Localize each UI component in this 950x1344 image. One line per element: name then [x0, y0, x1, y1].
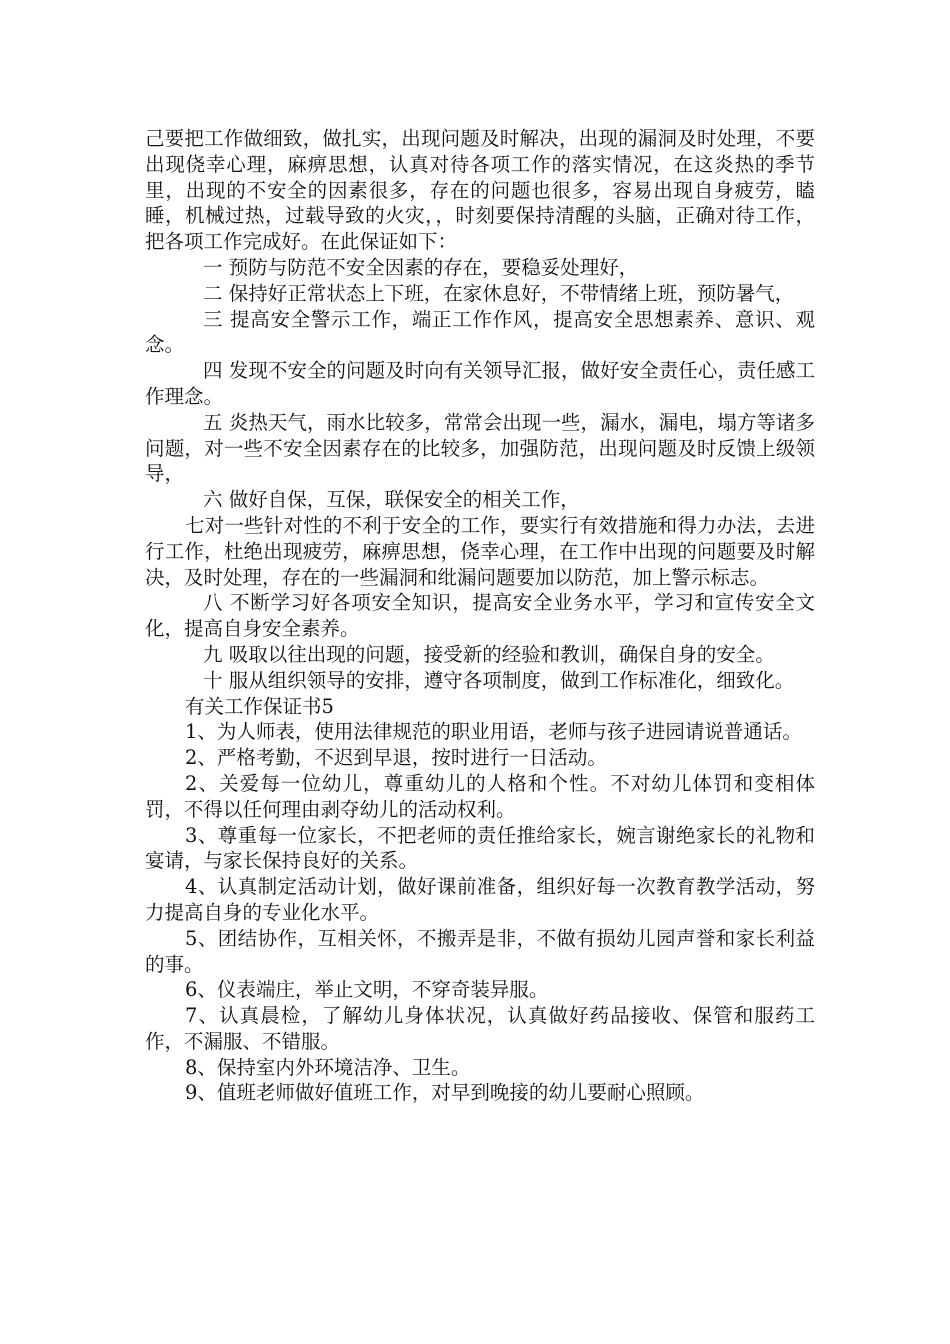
paragraph-item-2: 二 保持好正常状态上下班，在家休息好，不带情绪上班，预防暑气， — [203, 281, 795, 305]
paragraph-rule-9: 9、值班老师做好值班工作，对早到晚接的幼儿要耐心照顾。 — [185, 1081, 705, 1105]
paragraph-rule-5: 5、团结协作，互相关怀，不搬弄是非，不做有损幼儿园声誉和家长利益的事。 — [145, 926, 815, 976]
paragraph-rule-6: 6、仪表端庄，举止文明，不穿奇装异服。 — [185, 978, 549, 1002]
paragraph-item-6: 六 做好自保，互保，联保安全的相关工作， — [203, 488, 580, 512]
paragraph-item-5: 五 炎热天气，雨水比较多，常常会出现一些，漏水，漏电，塌方等诸多问题，对一些不安全因素存在的比较多，加强防范，出现问题及时反馈上级领导， — [145, 410, 815, 486]
paragraph-intro: 己要把工作做细致，做扎实，出现问题及时解决，出现的漏洞及时处理，不要出现侥幸心理，麻痹思想，认真对待各项工作的落实情况，在这炎热的季节里，出现的不安全的因素很多，存在的问题也很多，容易出现自身疲劳，瞌睡，机械过热，过载导致的火灾，，时刻要保持清醒的头脑，正确对待工作，把各项工作完成好。在此保证如下： — [145, 127, 815, 254]
paragraph-rule-4: 4、认真制定活动计划，做好课前准备，组织好每一次教育教学活动，努力提高自身的专业化水平。 — [145, 875, 815, 924]
document-body — [145, 126, 815, 1106]
paragraph-item-10: 十 服从组织领导的安排，遵守各项制度，做到工作标准化，细致化。 — [203, 668, 795, 692]
paragraph-rule-7: 7、认真晨检，了解幼儿身体状况，认真做好药品接收、保管和服药工作，不漏服、不错服。 — [145, 1004, 815, 1053]
paragraph-item-3: 三 提高安全警示工作，端正工作作风，提高安全思想素养、意识、观念。 — [145, 307, 815, 357]
paragraph-rule-8: 8、保持室内外环境洁净、卫生。 — [185, 1055, 471, 1079]
section-heading: 有关工作保证书5 — [185, 694, 334, 718]
paragraph-item-9: 九 吸取以往出现的问题，接受新的经验和教训，确保自身的安全。 — [203, 642, 775, 666]
paragraph-item-7: 七对一些针对性的不利于安全的工作，要实行有效措施和得力办法，去进行工作，杜绝出现疲劳，麻痹思想，侥幸心理，在工作中出现的问题要及时解决，及时处理，存在的一些漏洞和纰漏问题要加以防范，加上警示标志。 — [145, 513, 815, 589]
paragraph-rule-1: 1、为人师表，使用法律规范的职业用语，老师与孩子进园请说普通话。 — [185, 720, 802, 744]
paragraph-item-1: 一 预防与防范不安全因素的存在，要稳妥处理好， — [203, 255, 639, 279]
paragraph-item-8: 八 不断学习好各项安全知识，提高安全业务水平，学习和宣传安全文化，提高自身安全素养。 — [145, 591, 815, 641]
paragraph-item-4: 四 发现不安全的问题及时向有关领导汇报，做好安全责任心，责任感工作理念。 — [145, 359, 815, 408]
paragraph-rule-3: 3、尊重每一位家长，不把老师的责任推给家长，婉言谢绝家长的礼物和宴请，与家长保持良好的关系。 — [145, 823, 815, 873]
paragraph-rule-2: 2、严格考勤，不迟到早退，按时进行一日活动。 — [185, 746, 607, 770]
paragraph-rule-2b: 2、关爱每一位幼儿，尊重幼儿的人格和个性。不对幼儿体罚和变相体罚，不得以任何理由剥夺幼儿的活动权利。 — [145, 771, 815, 821]
